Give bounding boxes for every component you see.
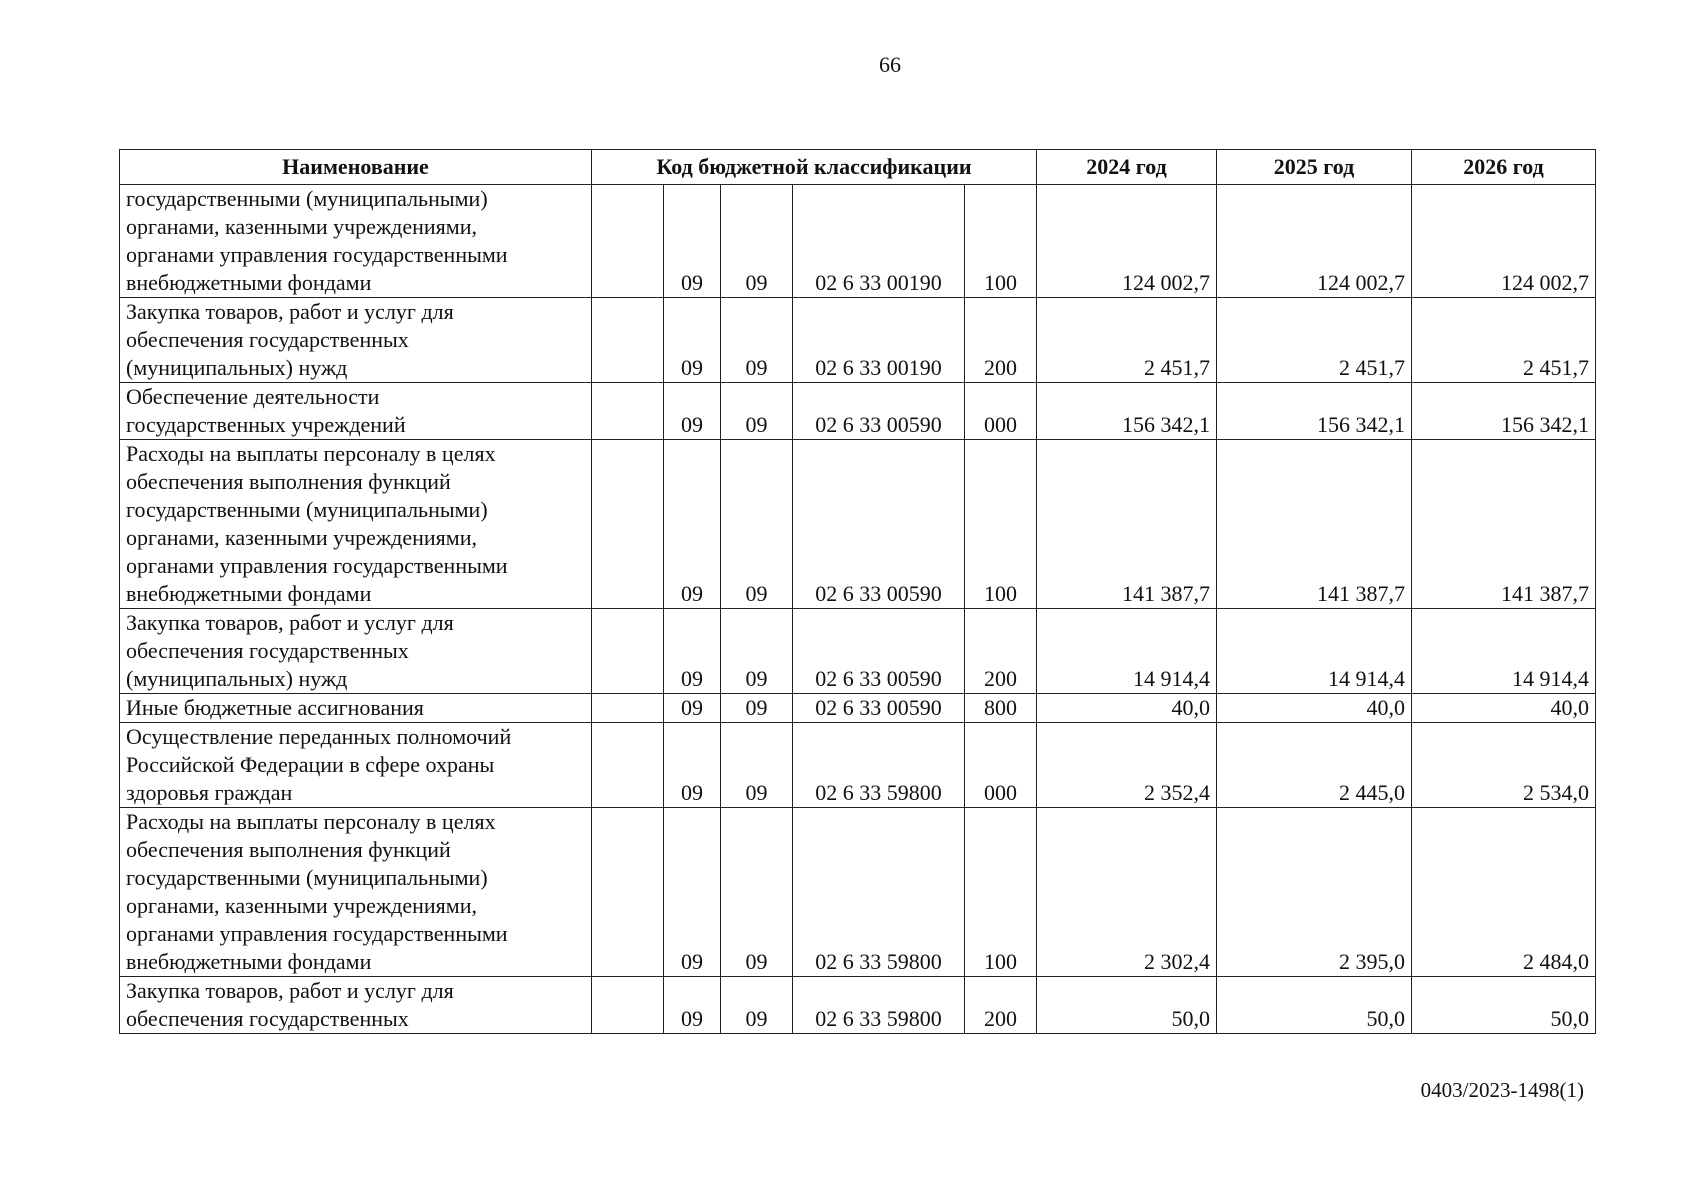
table-header-row [120,150,1596,185]
code-section: 09 [664,808,721,977]
value-2026: 156 342,1 [1412,383,1596,440]
code-cell-1 [592,383,664,440]
code-expense-type: 100 [965,808,1037,977]
code-expense-type: 000 [965,383,1037,440]
code-subsection: 09 [721,298,793,383]
code-subsection: 09 [721,808,793,977]
value-2026: 2 484,0 [1412,808,1596,977]
value-2025: 2 451,7 [1217,298,1412,383]
value-2024: 156 342,1 [1037,383,1217,440]
code-expense-type: 100 [965,440,1037,609]
code-target: 02 6 33 59800 [793,977,965,1034]
table-row [120,185,1596,298]
code-expense-type: 800 [965,694,1037,723]
code-section: 09 [664,185,721,298]
table-row [120,694,1596,723]
row-name: Обеспечение деятельности государственных учреждений [120,383,592,440]
row-name: Закупка товаров, работ и услуг для обеспечения государственных (муниципальных) нужд [120,609,592,694]
row-name: Закупка товаров, работ и услуг для обеспечения государственных [120,977,592,1034]
code-cell-1 [592,808,664,977]
code-section: 09 [664,298,721,383]
value-2026: 50,0 [1412,977,1596,1034]
value-2024: 141 387,7 [1037,440,1217,609]
value-2024: 14 914,4 [1037,609,1217,694]
row-name: государственными (муниципальными) органами, казенными учреждениями, органами управления государственными внебюджетными фондами [120,185,592,298]
table-row [120,808,1596,977]
value-2025: 40,0 [1217,694,1412,723]
code-section: 09 [664,723,721,808]
code-subsection: 09 [721,977,793,1034]
code-subsection: 09 [721,694,793,723]
value-2024: 2 302,4 [1037,808,1217,977]
code-subsection: 09 [721,609,793,694]
value-2024: 2 352,4 [1037,723,1217,808]
code-subsection: 09 [721,383,793,440]
header-2026: 2026 год [1412,150,1596,185]
code-section: 09 [664,977,721,1034]
header-2024: 2024 год [1037,150,1217,185]
row-name: Расходы на выплаты персоналу в целях обеспечения выполнения функций государственными (муниципальными) органами, казенными учреждениями, органами управления государственными внебюджетными фондами [120,808,592,977]
code-target: 02 6 33 00590 [793,694,965,723]
value-2024: 124 002,7 [1037,185,1217,298]
code-cell-1 [592,694,664,723]
value-2026: 124 002,7 [1412,185,1596,298]
code-cell-1 [592,440,664,609]
document-code: 0403/2023-1498(1) [1420,1078,1584,1102]
value-2025: 2 445,0 [1217,723,1412,808]
code-expense-type: 200 [965,298,1037,383]
code-section: 09 [664,694,721,723]
code-target: 02 6 33 00590 [793,609,965,694]
table-row [120,298,1596,383]
value-2025: 14 914,4 [1217,609,1412,694]
budget-table [119,149,1596,1034]
page-number: 66 [879,52,901,77]
code-section: 09 [664,383,721,440]
row-name: Осуществление переданных полномочий Российской Федерации в сфере охраны здоровья граждан [120,723,592,808]
code-cell-1 [592,609,664,694]
code-target: 02 6 33 00190 [793,185,965,298]
code-expense-type: 200 [965,977,1037,1034]
value-2026: 2 451,7 [1412,298,1596,383]
row-name: Закупка товаров, работ и услуг для обеспечения государственных (муниципальных) нужд [120,298,592,383]
code-expense-type: 000 [965,723,1037,808]
value-2025: 124 002,7 [1217,185,1412,298]
value-2026: 2 534,0 [1412,723,1596,808]
table-row [120,440,1596,609]
code-expense-type: 200 [965,609,1037,694]
code-target: 02 6 33 59800 [793,723,965,808]
table-row [120,977,1596,1034]
code-expense-type: 100 [965,185,1037,298]
code-target: 02 6 33 00590 [793,383,965,440]
value-2024: 2 451,7 [1037,298,1217,383]
code-subsection: 09 [721,185,793,298]
row-name: Расходы на выплаты персоналу в целях обеспечения выполнения функций государственными (муниципальными) органами, казенными учреждениями, органами управления государственными внебюджетными фондами [120,440,592,609]
code-subsection: 09 [721,440,793,609]
value-2025: 2 395,0 [1217,808,1412,977]
code-target: 02 6 33 59800 [793,808,965,977]
code-target: 02 6 33 00590 [793,440,965,609]
value-2025: 156 342,1 [1217,383,1412,440]
value-2024: 50,0 [1037,977,1217,1034]
table-row [120,723,1596,808]
value-2025: 50,0 [1217,977,1412,1034]
value-2025: 141 387,7 [1217,440,1412,609]
header-name: Наименование [120,150,592,185]
value-2026: 14 914,4 [1412,609,1596,694]
value-2024: 40,0 [1037,694,1217,723]
code-cell-1 [592,298,664,383]
code-cell-1 [592,723,664,808]
code-cell-1 [592,185,664,298]
code-target: 02 6 33 00190 [793,298,965,383]
row-name: Иные бюджетные ассигнования [120,694,592,723]
value-2026: 141 387,7 [1412,440,1596,609]
code-section: 09 [664,609,721,694]
code-section: 09 [664,440,721,609]
table-row [120,383,1596,440]
code-cell-1 [592,977,664,1034]
table-row [120,609,1596,694]
code-subsection: 09 [721,723,793,808]
header-code: Код бюджетной классификации [592,150,1037,185]
value-2026: 40,0 [1412,694,1596,723]
header-2025: 2025 год [1217,150,1412,185]
